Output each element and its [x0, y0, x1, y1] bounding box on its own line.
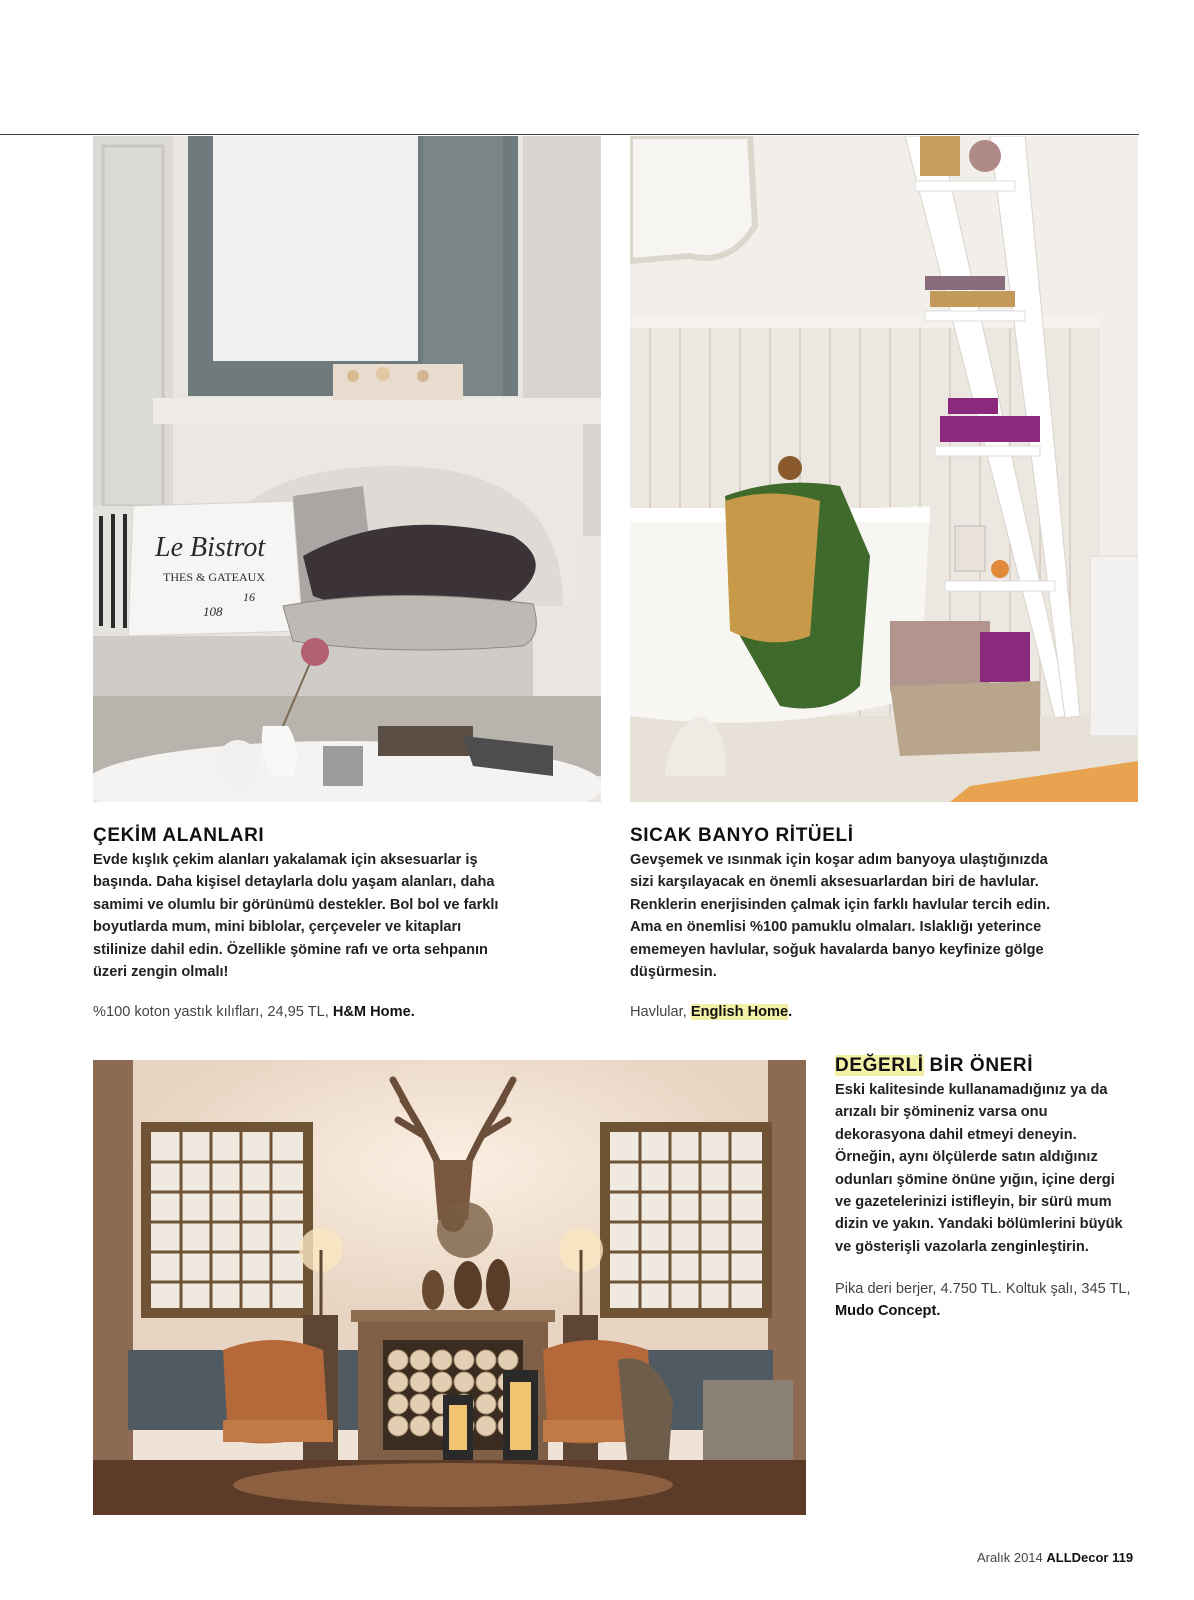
footer-page-number: 119 [1108, 1550, 1134, 1565]
section3-credit-end: . [936, 1303, 941, 1320]
section3-heading-highlight: DEĞERLİ [835, 1055, 924, 1076]
section2-credit-text: Havlular, [630, 1004, 691, 1020]
pillow-print-number-a: 16 [243, 590, 255, 604]
section3-credit-text: Pika deri berjer, 4.750 TL. Koltuk şalı, 345 TL, [835, 1281, 1131, 1297]
pillow-print-number-b: 108 [203, 604, 223, 619]
bathroom-photo [630, 136, 1138, 802]
section1-credit-end: . [410, 1004, 415, 1020]
fireplace-photo [93, 1060, 806, 1515]
section3-body: Eski kalitesinde kullanamadığınız ya da arızalı bir şömineniz varsa onu dekorasyona dahil etmeyi deneyin. Örneğin, aynı ölçülerde satın aldığınız odunları şömine önüne yığın, içine dergi ve gazetelerinizi istifleyin, bir sürü mum dizin ve yakın. Yandaki bölümlerini büyük ve gösterişli vazolarla zenginleştirin. [835, 1082, 1123, 1255]
footer-magazine: ALLDecor [1046, 1550, 1109, 1565]
section1-body: Evde kışlık çekim alanları yakalamak için aksesuarlar iş başında. Daha kişisel detaylarla dolu yaşam alanları, daha samimi ve olumlu bir görünümü destekler. Bol bol ve farklı boyutlarda mum, mini biblolar, çerçeveler ve kitapları stilinize dahil edin. Özellikle şömine rafı ve orta sehpanın üzeri zengin olmalı! [93, 852, 499, 981]
section3-heading-rest: BİR ÖNERİ [923, 1055, 1034, 1076]
section2-body: Gevşemek ve ısınmak için koşar adım banyoya ulaştığınızda sizi karşılayacak en önemli aksesuarlardan biri de havlular. Renklerin enerjisinden çalmak için farklı havlular tercih edin. Ama en önemlisi %100 pamuklu olmaları. Islaklığı yeterince ememeyen havlular, soğuk havalarda banyo keyfinize gölge düşürmesin. [630, 852, 1051, 981]
section3-credit [835, 1278, 1135, 1323]
pillow-print-title: Le Bistrot [155, 532, 266, 563]
footer-issue: Aralık 2014 [977, 1550, 1047, 1565]
section3-heading [835, 1055, 1033, 1077]
section1-credit-brand: H&M Home [332, 1004, 411, 1020]
section1-heading: ÇEKİM ALANLARI [93, 825, 265, 846]
section2-credit [630, 1001, 792, 1023]
section2-credit-brand: English Home [690, 1004, 789, 1020]
page-footer [977, 1550, 1133, 1565]
top-rule [0, 134, 1139, 135]
section2-heading: SICAK BANYO RİTÜELİ [630, 825, 854, 846]
pillow-print-subtitle: THES & GATEAUX [163, 570, 265, 584]
section1-credit [93, 1001, 415, 1023]
section2-credit-end: . [788, 1004, 793, 1020]
section3-credit-brand: Mudo Concept [835, 1303, 937, 1320]
section1-credit-text: %100 koton yastık kılıfları, 24,95 TL, [93, 1004, 333, 1020]
living-room-photo [93, 136, 601, 802]
